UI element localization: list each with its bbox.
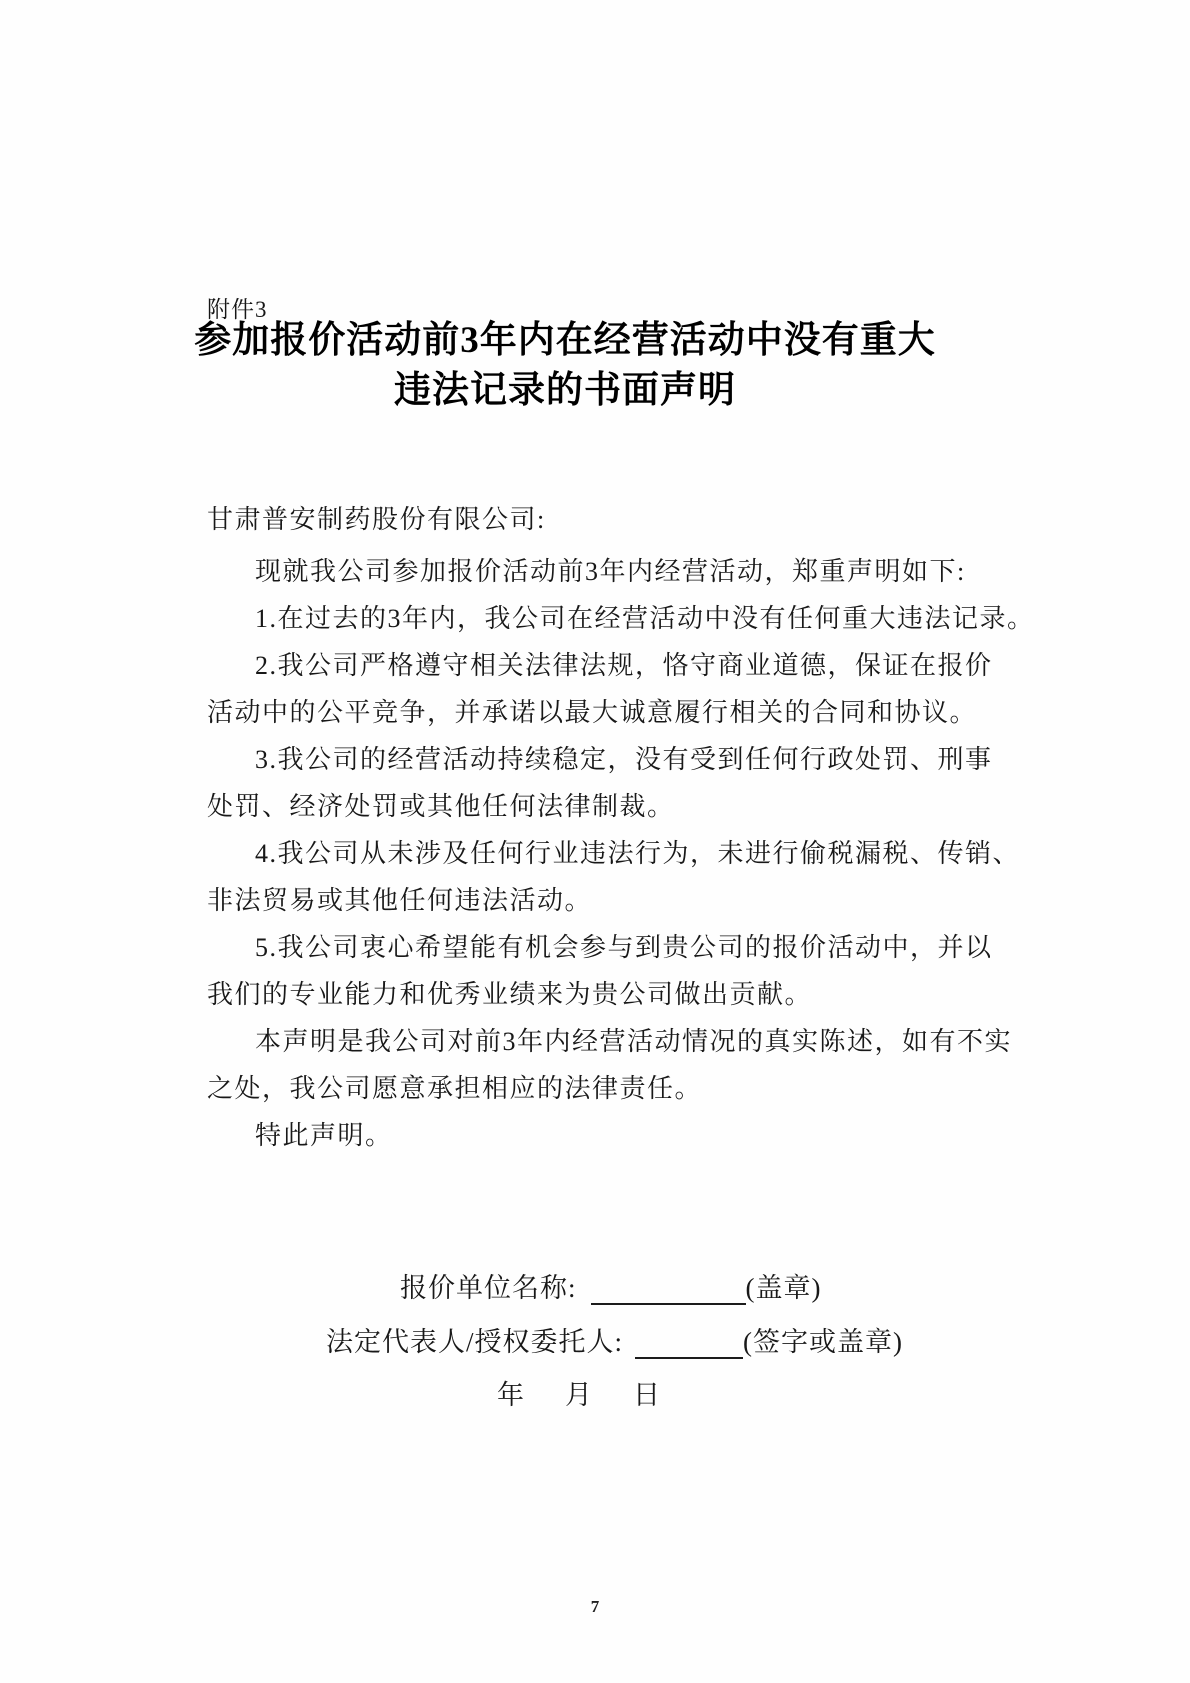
body-line-item4-b: 非法贸易或其他任何违法活动。	[207, 886, 593, 915]
date-day-label: 日	[633, 1380, 661, 1410]
body-line-item2-b: 活动中的公平竞争，并承诺以最大诚意履行相关的合同和协议。	[207, 698, 978, 727]
page-number: 7	[590, 1597, 600, 1616]
body-line-intro: 现就我公司参加报价活动前3年内经营活动，郑重声明如下:	[255, 557, 966, 586]
signature-unit-stamp-suffix: (盖章)	[745, 1273, 822, 1303]
document-title	[100, 316, 1030, 416]
body-line-salutation: 甘肃普安制药股份有限公司:	[207, 505, 546, 534]
body-line-hereby: 特此声明。	[255, 1121, 393, 1150]
signature-unit-line	[400, 1271, 822, 1305]
attachment-label: 附件3	[207, 297, 268, 322]
date-year-label: 年	[497, 1380, 525, 1410]
body-line-closing-b: 之处，我公司愿意承担相应的法律责任。	[207, 1074, 703, 1103]
body-line-item1: 1.在过去的3年内，我公司在经营活动中没有任何重大违法记录。	[255, 604, 1035, 633]
body-line-item3-b: 处罚、经济处罚或其他任何法律制裁。	[207, 792, 675, 821]
body-line-item5-b: 我们的专业能力和优秀业绩来为贵公司做出贡献。	[207, 980, 813, 1009]
body-line-item4-a: 4.我公司从未涉及任何行业违法行为，未进行偷税漏税、传销、	[255, 839, 1021, 868]
declaration-body	[207, 496, 1035, 1159]
body-line-item5-a: 5.我公司衷心希望能有机会参与到贵公司的报价活动中，并以	[255, 933, 993, 962]
document-title-line1: 参加报价活动前3年内在经营活动中没有重大	[194, 320, 936, 361]
signature-unit-underline	[591, 1275, 746, 1305]
signature-legal-stamp-suffix: (签字或盖章)	[743, 1327, 903, 1357]
signature-legal-label: 法定代表人/授权委托人:	[326, 1327, 624, 1357]
body-line-item2-a: 2.我公司严格遵守相关法律法规，恪守商业道德，保证在报价	[255, 651, 993, 680]
body-line-item3-a: 3.我公司的经营活动持续稳定，没有受到任何行政处罚、刑事	[255, 745, 993, 774]
date-month-label: 月	[565, 1380, 593, 1410]
signature-legal-underline	[635, 1329, 743, 1359]
signature-date-line	[497, 1378, 661, 1412]
body-line-closing-a: 本声明是我公司对前3年内经营活动情况的真实陈述，如有不实	[255, 1027, 1013, 1056]
signature-legal-line	[326, 1325, 903, 1359]
document-title-line2: 违法记录的书面声明	[394, 370, 736, 411]
signature-unit-label: 报价单位名称:	[400, 1273, 577, 1303]
